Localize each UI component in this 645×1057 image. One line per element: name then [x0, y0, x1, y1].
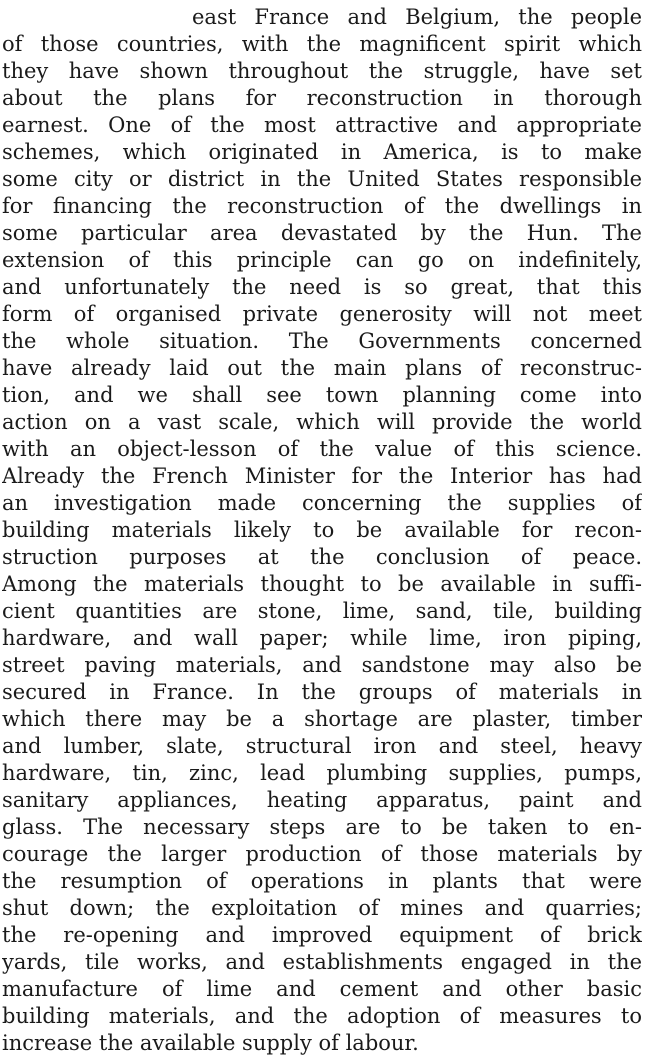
text-line: glass. The necessary steps are to be taken to en-	[2, 815, 642, 839]
text-line: courage the larger production of those materials by	[2, 842, 642, 866]
text-line: shut down; the exploitation of mines and quarries;	[2, 896, 642, 920]
text-line: increase the available supply of labour.	[2, 1031, 419, 1055]
text-line: schemes, which originated in America, is to make	[2, 140, 642, 164]
text-line: hardware, and wall paper; while lime, iron piping,	[2, 626, 642, 650]
text-line: and unfortunately the need is so great, that this	[2, 275, 642, 299]
text-line: they have shown throughout the struggle, have set	[2, 59, 642, 83]
text-line: an investigation made concerning the supplies of	[2, 491, 642, 515]
text-line: building materials likely to be available for recon-	[2, 518, 642, 542]
text-line: Already the French Minister for the Interior has had	[2, 464, 642, 488]
text-line: about the plans for reconstruction in thorough	[2, 86, 642, 110]
text-line: action on a vast scale, which will provide the world	[2, 410, 642, 434]
text-line: form of organised private generosity will not meet	[2, 302, 642, 326]
text-line: tion, and we shall see town planning come into	[2, 383, 642, 407]
text-line: street paving materials, and sandstone may also be	[2, 653, 642, 677]
text-line: hardware, tin, zinc, lead plumbing supplies, pumps,	[2, 761, 642, 785]
text-line: manufacture of lime and cement and other basic	[2, 977, 642, 1001]
text-line: and lumber, slate, structural iron and steel, heavy	[2, 734, 642, 758]
text-line: have already laid out the main plans of reconstruc-	[2, 356, 642, 380]
text-line: the resumption of operations in plants that were	[2, 869, 642, 893]
text-line: the re-opening and improved equipment of brick	[2, 923, 642, 947]
text-line: struction purposes at the conclusion of peace.	[2, 545, 642, 569]
text-line: earnest. One of the most attractive and appropriate	[2, 113, 642, 137]
text-line: with an object-lesson of the value of this science.	[2, 437, 642, 461]
text-line: which there may be a shortage are plaster, timber	[2, 707, 642, 731]
text-line: east France and Belgium, the people	[192, 5, 642, 29]
text-line: building materials, and the adoption of measures to	[2, 1004, 642, 1028]
text-line: some particular area devastated by the Hun. The	[2, 221, 642, 245]
text-line: some city or district in the United States responsible	[2, 167, 642, 191]
text-line: yards, tile works, and establishments engaged in the	[2, 950, 642, 974]
article-text	[2, 4, 642, 1057]
text-line: cient quantities are stone, lime, sand, tile, building	[2, 599, 642, 623]
text-line: secured in France. In the groups of materials in	[2, 680, 642, 704]
text-line: of those countries, with the magnificent spirit which	[2, 32, 642, 56]
text-line: sanitary appliances, heating apparatus, paint and	[2, 788, 642, 812]
text-line: Among the materials thought to be available in suffi-	[2, 572, 642, 596]
text-line: extension of this principle can go on indefinitely,	[2, 248, 642, 272]
text-line: the whole situation. The Governments concerned	[2, 329, 642, 353]
text-line: for financing the reconstruction of the dwellings in	[2, 194, 642, 218]
